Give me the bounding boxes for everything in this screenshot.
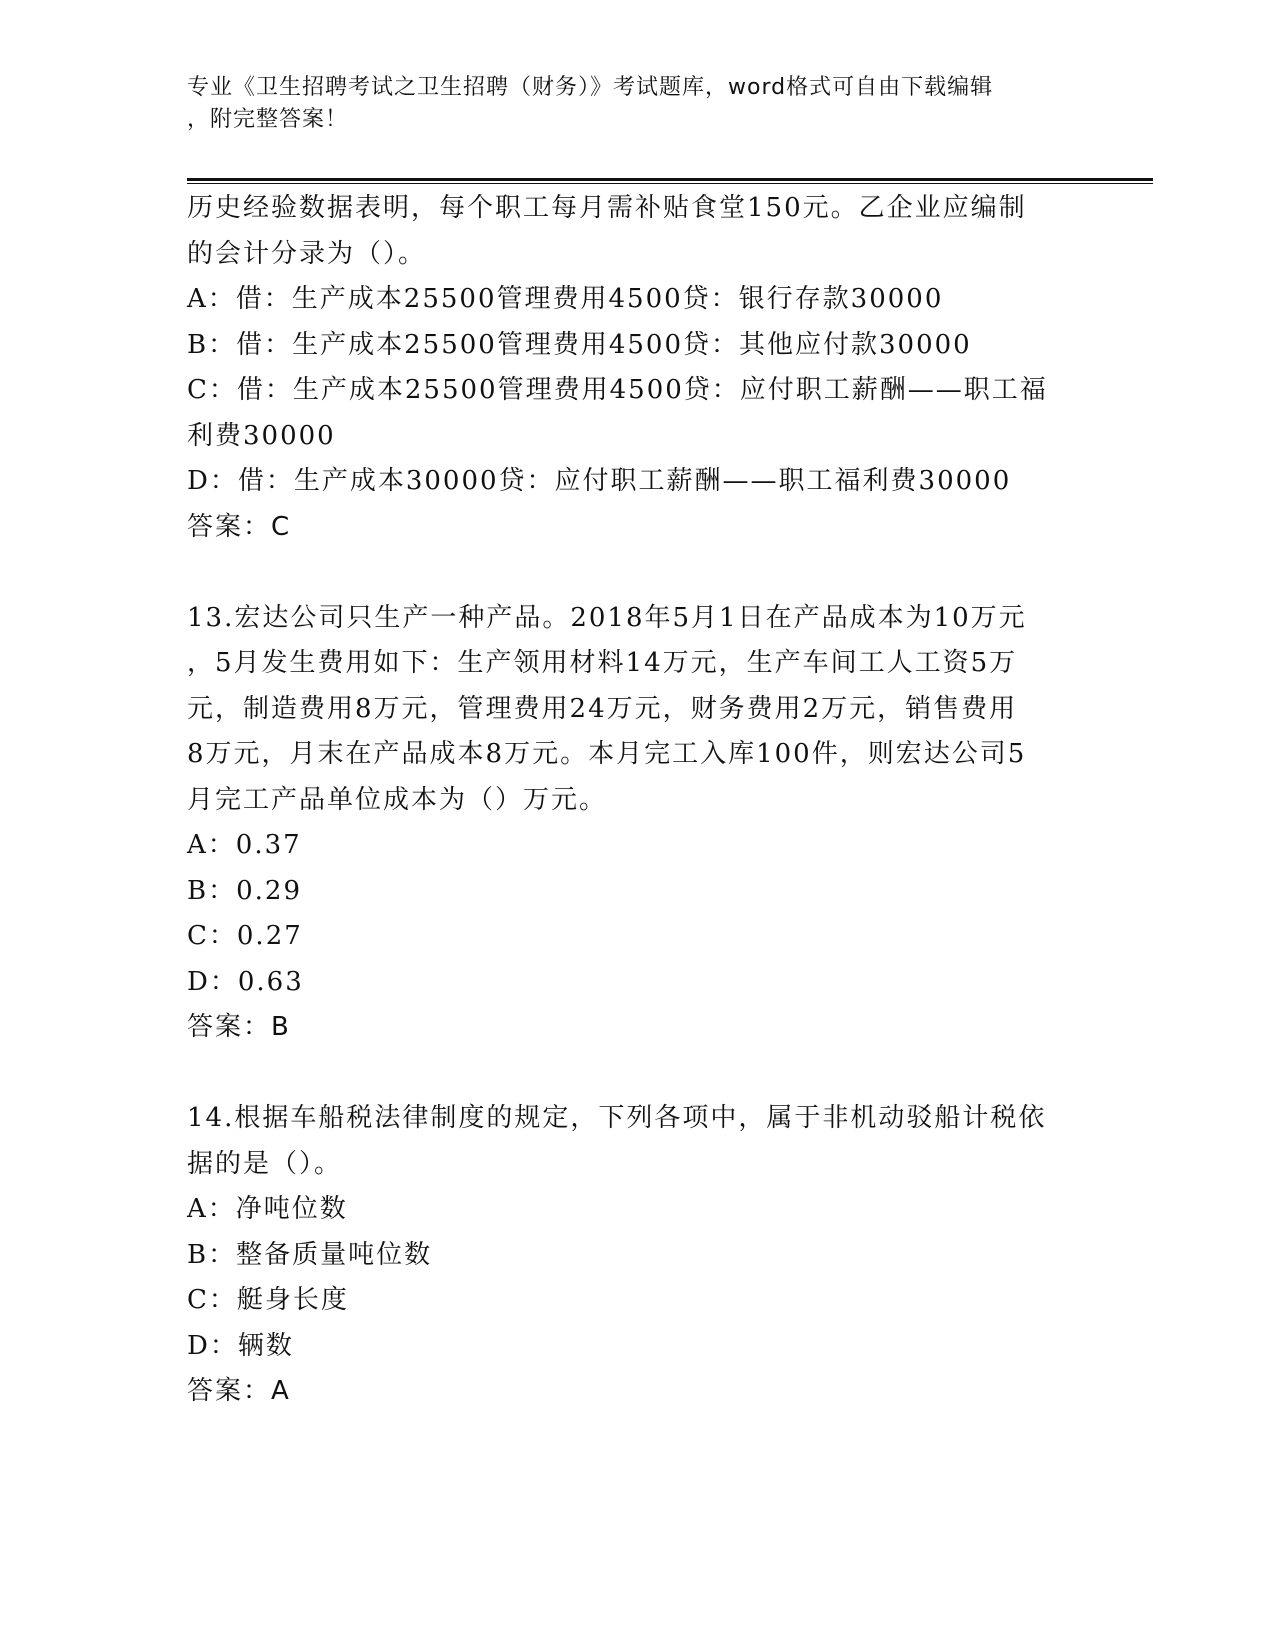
header-line-1: 专业《卫生招聘考试之卫生招聘（财务）》考试题库，word格式可自由下载编辑 — [187, 75, 994, 100]
question-stem-line: 的会计分录为（）。 — [187, 238, 427, 269]
question-content — [187, 186, 1087, 1415]
option-d: D：借：生产成本30000贷：应付职工薪酬——职工福利费30000 — [187, 466, 1012, 496]
question-13 — [187, 596, 1087, 1051]
question-stem-line: 14.根据车船税法律制度的规定，下列各项中，属于非机动驳船计税依 — [187, 1103, 1047, 1133]
question-stem-line: ，5月发生费用如下：生产领用材料14万元，生产车间工人工资5万 — [187, 648, 1018, 678]
header-divider-thin — [187, 183, 1153, 184]
question-stem-line: 13.宏达公司只生产一种产品。2018年5月1日在产品成本为10万元 — [187, 602, 1027, 633]
option-c: C：0.27 — [187, 921, 303, 951]
option-b: B：0.29 — [187, 875, 302, 906]
option-a: A：净吨位数 — [187, 1194, 348, 1224]
spacer — [187, 1051, 1087, 1097]
question-stem-line: 8万元，月末在产品成本8万元。本月完工入库100件，则宏达公司5 — [187, 739, 1027, 769]
option-b: B：借：生产成本25500管理费用4500贷：其他应付款30000 — [187, 329, 972, 360]
answer-label: 答案：C — [187, 511, 292, 542]
question-stem-line: 历史经验数据表明，每个职工每月需补贴食堂150元。乙企业应编制 — [187, 193, 1027, 223]
page-header — [187, 72, 1067, 136]
answer-label: 答案：B — [187, 1012, 291, 1042]
option-c-line: C：借：生产成本25500管理费用4500贷：应付职工薪酬——职工福 — [187, 375, 1048, 405]
option-c-line: 利费30000 — [187, 420, 336, 451]
option-d: D：辆数 — [187, 1330, 294, 1361]
answer-label: 答案：A — [187, 1376, 291, 1406]
option-a: A：0.37 — [187, 830, 302, 860]
question-12 — [187, 186, 1087, 550]
option-a: A：借：生产成本25500管理费用4500贷：银行存款30000 — [187, 284, 944, 314]
question-stem-line: 元，制造费用8万元，管理费用24万元，财务费用2万元，销售费用 — [187, 693, 1018, 724]
header-divider-thick — [187, 178, 1153, 181]
question-14 — [187, 1096, 1087, 1415]
spacer — [187, 550, 1087, 596]
question-stem-line: 据的是（）。 — [187, 1148, 343, 1179]
option-c: C：艇身长度 — [187, 1285, 349, 1315]
question-stem-line: 月完工产品单位成本为（）万元。 — [187, 784, 608, 815]
option-b: B：整备质量吨位数 — [187, 1239, 433, 1270]
option-d: D：0.63 — [187, 966, 304, 997]
header-line-2: ，附完整答案！ — [187, 107, 349, 132]
